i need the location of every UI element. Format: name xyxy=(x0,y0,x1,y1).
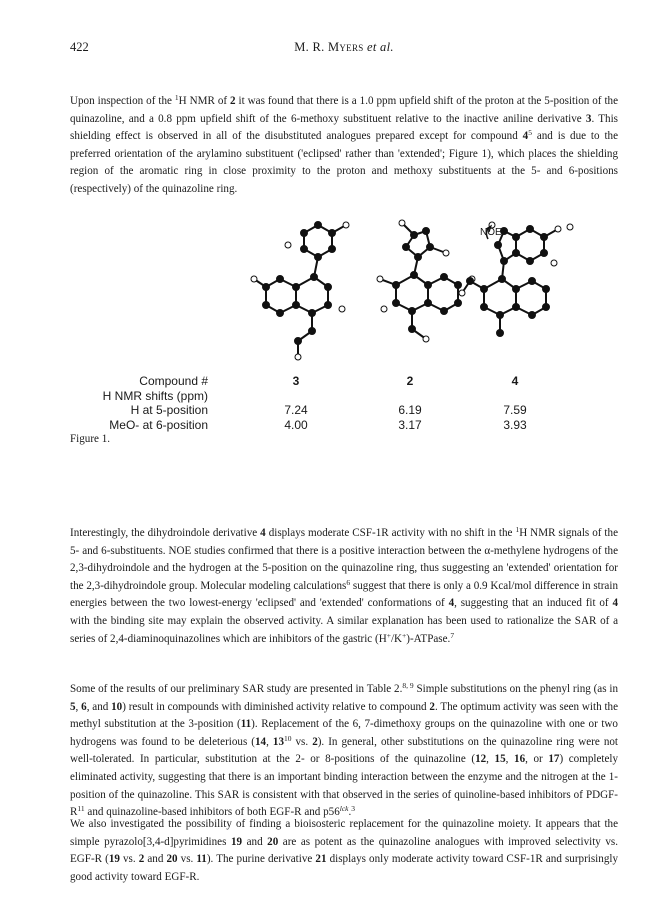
paragraph-bioisostere: We also investigated the possibility of finding a bioisosteric replacement for the quinazoline moiety. It appears that the simple pyrazolo[3,4-d]pyrimidines 19 and 20 are as potent as the quinazoline analogues with improved selectivity vs. EGF-R (19 vs. 2 and 20 vs. 11). The purine derivative 21 displays only moderate activity toward CSF-1R and surprisingly good activity toward EGF-R. xyxy=(70,818,619,883)
running-head-author xyxy=(70,40,618,55)
cell-compound-4: 4 xyxy=(511,374,519,388)
table-row-meo6 xyxy=(70,418,630,433)
row-label: H NMR shifts (ppm) xyxy=(102,388,208,403)
running-header xyxy=(70,40,618,56)
table-row-nmr-header xyxy=(70,389,630,404)
paragraph-dihydroindole: Interestingly, the dihydroindole derivative 4 displays moderate CSF-1R activity with no shift in the $^1$H NMR signals of the 5- and 6-substituents. NOE studies confirmed that there is a positive interaction between the α-methylene hydrogens of the 2,3-dihydroindole and the hydrogen at the 5-position on the quinazoline ring, thus suggesting an 'extended' orientation for the 2,3-dihydroindole group. Molecular modeling calculations$^6$ suggest that there is only a 0.9 Kcal/mol difference in strain energies between the two lowest-energy 'eclipsed' and 'extended' conformations of 4, suggesting that an induced fit of 4 with the binding site may explain the observed activity. A similar explanation has been used to rationalize the SAR of a series of 2,4-diaminoquinazolines which are inhibitors of the gastric (H+/K+)-ATPase.$^7$ xyxy=(70,525,619,645)
cell-value: 3.17 xyxy=(398,417,422,432)
cell-value: 6.19 xyxy=(398,403,422,417)
page-number: 422 xyxy=(70,40,89,54)
paragraph-nmr-inspection: Upon inspection of the $^1$H NMR of 2 it was found that there is a 1.0 ppm upfield shift of the proton at the 5-position of the quinazoline, and a 0.8 ppm upfield shift of the 6-methoxy substituent relative to the inactive aniline derivative 3. This shielding effect is observed in all of the disubstituted analogues prepared except for compound $4^5$ and is due to the preferred orientation of the arylamino substituent ('eclipsed' rather than 'extended'; Figure 1), which places the shielding region of the aromatic ring in close proximity to the proton and methoxy substituents at the 5- and 6-positions (respectively) of the quinazoline ring. xyxy=(70,93,619,195)
noe-label: NOE xyxy=(480,227,502,238)
cell-value: 7.24 xyxy=(284,403,308,417)
table-row-compound xyxy=(70,374,630,389)
table-row-h5 xyxy=(70,403,630,418)
row-label: H at 5-position xyxy=(130,403,208,417)
cell-compound-2: 2 xyxy=(406,374,414,388)
row-label: MeO- at 6-position xyxy=(109,417,208,432)
cell-compound-3: 3 xyxy=(292,374,300,388)
nmr-shift-table xyxy=(70,374,630,432)
molecule-3-structure xyxy=(248,217,368,367)
figure-caption: Figure 1. xyxy=(70,433,111,445)
molecule-4-structure xyxy=(458,217,578,367)
row-label: Compound # xyxy=(139,374,208,388)
paragraph-sar-results: Some of the results of our preliminary SAR study are presented in Table 2.$^{8, 9}$ Simple substitutions on the phenyl ring (as in 5, 6, and 10) result in compounds with diminished activity relative to compound 2. The optimum activity was seen with the methyl substitution at the 3-position (11). Replacement of the 6, 7-dimethoxy groups on the quinazoline with one or two hydrogens was found to be deleterious (14, $13^{10}$ vs. 2). In general, other substitutions on the quinazoline ring were not well-tolerated. In particular, substitution at the 2- or 8-positions of the quinazoline (12, 15, 16, or 17) completely eliminated activity, suggesting that there is an important binding interaction between the enzyme and the nitrogen at the 1-position of the quinazoline. This SAR is consistent with that observed in the series of quinoline-based inhibitors of PDGF-$R^{11}$ and quinazoline-based inhibitors of both EGF-R and $p56^{lck}.^3$ xyxy=(70,681,619,819)
author-name: M. R. Myers xyxy=(294,40,364,54)
cell-value: 3.93 xyxy=(503,417,527,432)
figure-1 xyxy=(0,217,672,367)
cell-value: 7.59 xyxy=(503,403,527,417)
et-al: et al. xyxy=(367,40,394,54)
cell-value: 4.00 xyxy=(284,417,308,432)
